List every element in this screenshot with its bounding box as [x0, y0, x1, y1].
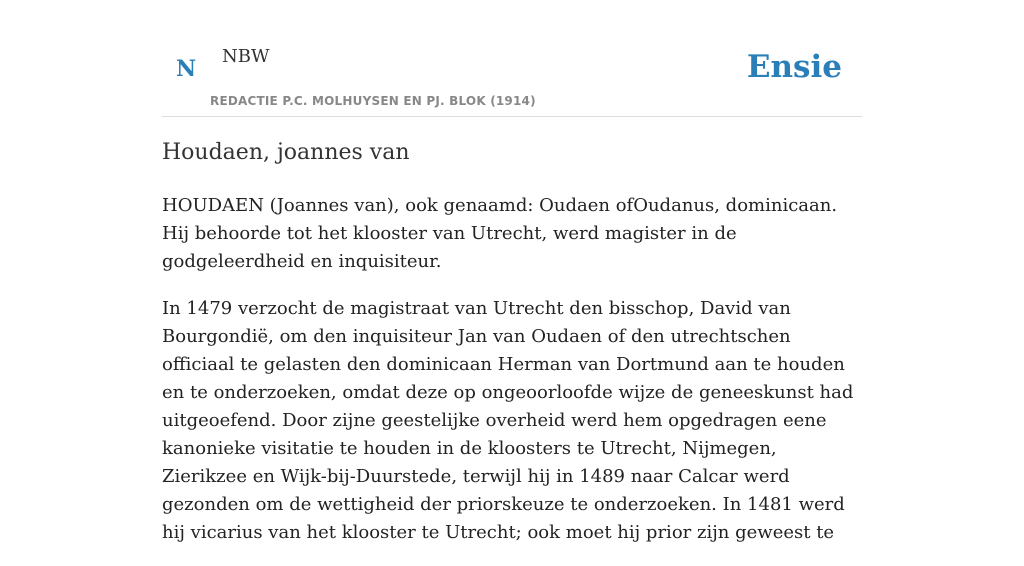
- source-name[interactable]: NBW: [222, 46, 270, 67]
- source-logo[interactable]: N: [176, 56, 197, 82]
- entry-paragraph: HOUDAEN (Joannes van), ook genaamd: Oudaen ofOudanus, dominicaan. Hij behoorde tot het klooster van Utrecht, werd magister in de godgeleerdheid en inquisiteur.: [162, 195, 838, 272]
- page: [162, 0, 862, 543]
- entry-paragraph: In 1479 verzocht de magistraat van Utrecht den bisschop, David van Bourgondië, om den inquisiteur Jan van Oudaen of den utrechtschen officiaal te gelasten den dominicaan Herman van Dortmund aan te houden en te onderzoeken, omdat deze op ongeoorloofde wijze de geneeskunst had uitgeoefend. Door zijne geestelijke overheid werd hem opgedragen eene kanonieke visitatie te houden in de kloosters te Utrecht, Nijmegen, Zierikzee en Wijk-bij-Duurstede, terwijl hij in 1489 naar Calcar werd gezonden om de wettigheid der priorskeuze te onderzoeken. In 1481 werd hij vicarius van het klooster te Utrecht; ook moet hij prior zijn geweest te: [162, 298, 854, 543]
- header: [162, 0, 862, 117]
- entry-title: Houdaen, joannes van: [162, 140, 410, 165]
- entry-body: [162, 192, 862, 566]
- brand-logo-link[interactable]: Ensie: [746, 49, 842, 85]
- source-subtitle: REDACTIE P.C. MOLHUYSEN EN PJ. BLOK (1914): [210, 94, 536, 108]
